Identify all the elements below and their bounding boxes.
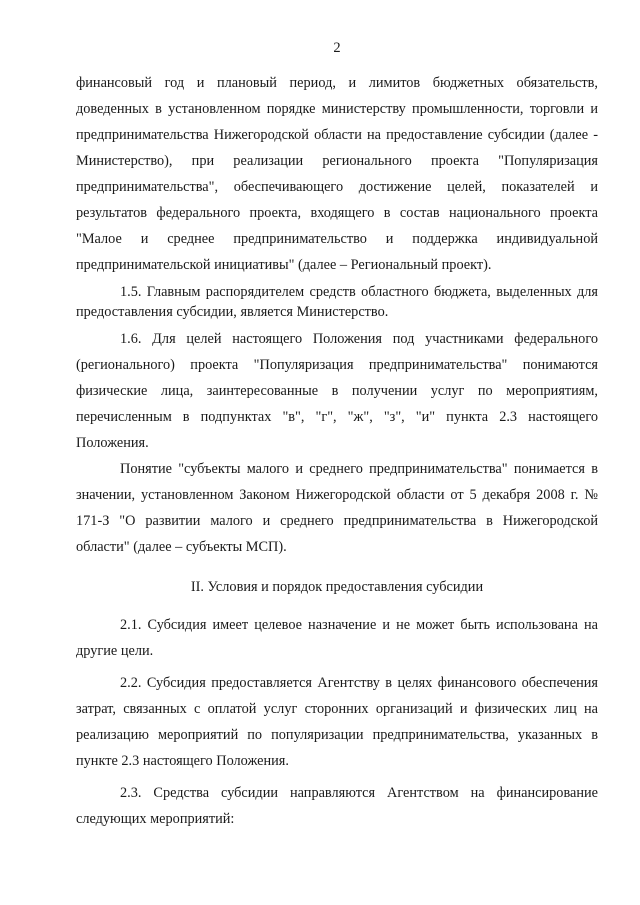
paragraph-2-1: 2.1. Субсидия имеет целевое назначение и не может быть использована на другие цели. [76,617,598,659]
paragraph-continuation: финансовый год и плановый период, и лимитов бюджетных обязательств, доведенных в установленном порядке министерству промышленности, торговли и предпринимательства Нижегородской области на предоставление субсидии (далее - Министерство), при реализации регионального проекта "Популяризация предпринимательства", обеспечивающего достижение целей, показателей и результатов федерального проекта, входящего в состав национального проекта "Малое и среднее предпринимательство и поддержка индивидуальной предпринимательской инициативы" (далее – Региональный проект). [76,75,598,273]
paragraph-1-6: 1.6. Для целей настоящего Положения под участниками федерального (регионального) проекта "Популяризация предпринимательства" понимаются физические лица, заинтересованные в получении услуг по мероприятиям, перечисленным в подпунктах "в", "г", "ж", "з", "и" пункта 2.3 настоящего Положения. [76,331,598,451]
paragraph-1-5: 1.5. Главным распорядителем средств областного бюджета, выделенных для предоставления субсидии, является Министерство. [76,284,598,320]
paragraph-2-3: 2.3. Средства субсидии направляются Агентством на финансирование следующих мероприятий: [76,785,598,827]
page-number: 2 [333,40,341,56]
section-heading: II. Условия и порядок предоставления субсидии [190,579,484,595]
paragraph-msp-definition: Понятие "субъекты малого и среднего предпринимательства" понимается в значении, установленном Законом Нижегородской области от 5 декабря 2008 г. № 171-З "О развитии малого и среднего предпринимательства в Нижегородской области" (далее – субъекты МСП). [76,461,598,555]
paragraph-2-2: 2.2. Субсидия предоставляется Агентству в целях финансового обеспечения затрат, связанных с оплатой услуг сторонних организаций и физических лиц на реализацию мероприятий по популяризации предпринимательства, указанных в пункте 2.3 настоящего Положения. [76,675,598,769]
